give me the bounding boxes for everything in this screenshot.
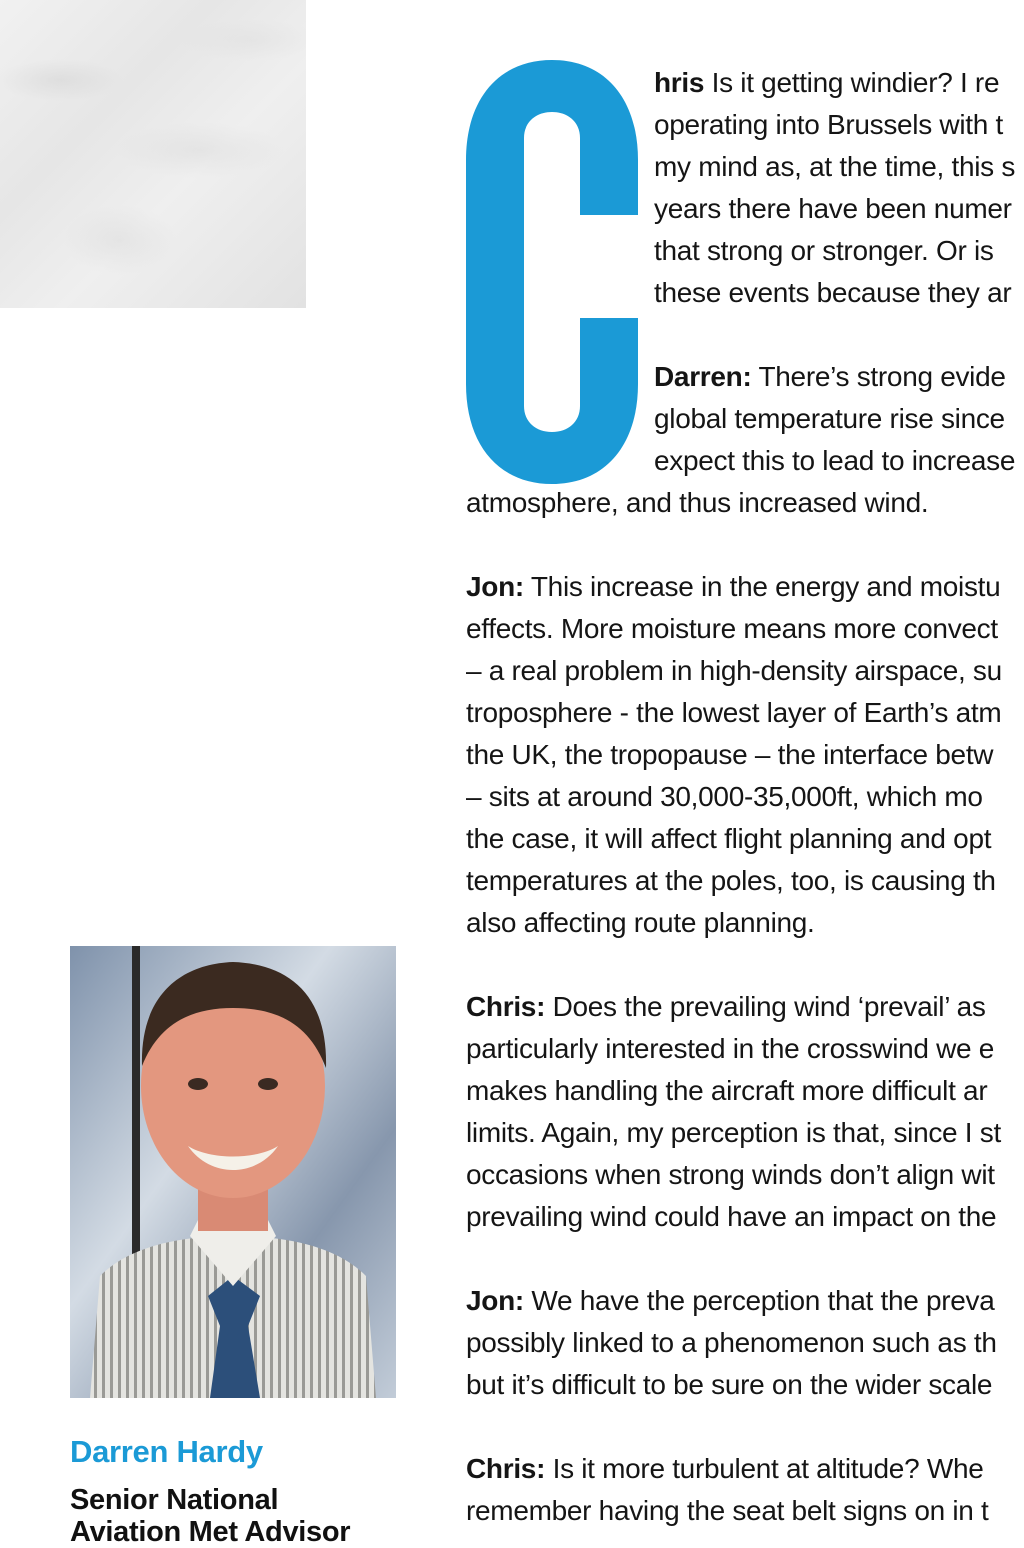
article-line [466, 818, 991, 860]
line-text: – sits at around 30,000-35,000ft, which mo [466, 781, 983, 812]
line-text: possibly linked to a phenomenon such as th [466, 1327, 997, 1358]
line-text: but it’s difficult to be sure on the wider scale [466, 1369, 993, 1400]
line-text: expect this to lead to increase [654, 445, 1016, 476]
line-text: the UK, the tropopause – the interface betw [466, 739, 994, 770]
article-line [466, 692, 1001, 734]
article-line [654, 398, 1005, 440]
article-line [466, 1448, 984, 1490]
line-text: remember having the seat belt signs on in t [466, 1495, 989, 1526]
line-text: makes handling the aircraft more difficult ar [466, 1075, 988, 1106]
line-text: years there have been numer [654, 193, 1012, 224]
line-text: limits. Again, my perception is that, since I st [466, 1117, 1001, 1148]
article-line [654, 104, 1003, 146]
portrait-photo [70, 946, 396, 1398]
article-line [466, 1364, 992, 1406]
line-text: troposphere - the lowest layer of Earth’s atm [466, 697, 1002, 728]
article-line [466, 902, 815, 944]
speaker-label: Chris: [466, 991, 546, 1022]
article-line [466, 1112, 1001, 1154]
line-text: – a real problem in high-density airspace, su [466, 655, 1002, 686]
article-line [466, 734, 993, 776]
line-text: particularly interested in the crosswind we e [466, 1033, 995, 1064]
line-text: occasions when strong winds don’t align wit [466, 1159, 995, 1190]
article-line [654, 440, 1015, 482]
article-line [466, 650, 1002, 692]
article-line [466, 860, 996, 902]
caption-role-line1: Senior National [70, 1484, 279, 1516]
article-line [466, 1070, 987, 1112]
line-text: There’s strong evide [751, 361, 1006, 392]
line-text: temperatures at the poles, too, is causing th [466, 865, 996, 896]
speaker-label: hris [654, 67, 705, 98]
article-line [466, 776, 983, 818]
line-text: global temperature rise since [654, 403, 1005, 434]
article-line [466, 1196, 996, 1238]
line-text: also affecting route planning. [466, 907, 815, 938]
line-text: effects. More moisture means more convect [466, 613, 998, 644]
line-text: the case, it will affect flight planning and opt [466, 823, 992, 854]
line-text: operating into Brussels with t [654, 109, 1003, 140]
article-line [466, 1154, 995, 1196]
line-text: We have the perception that the preva [523, 1285, 995, 1316]
line-text: Is it more turbulent at altitude? Whe [545, 1453, 984, 1484]
line-text: prevailing wind could have an impact on the [466, 1201, 997, 1232]
line-text: my mind as, at the time, this s [654, 151, 1016, 182]
article-line [654, 62, 999, 104]
snow-texture-image [0, 0, 306, 308]
article-line [466, 1322, 997, 1364]
line-text: Is it getting windier? I re [704, 67, 1000, 98]
caption-name: Darren Hardy [70, 1434, 263, 1469]
article-line [654, 272, 1011, 314]
line-text: atmosphere, and thus increased wind. [466, 487, 929, 518]
article-line [466, 986, 986, 1028]
article-line [466, 1028, 994, 1070]
line-text: that strong or stronger. Or is [654, 235, 994, 266]
line-text: these events because they ar [654, 277, 1012, 308]
drop-cap-letter [466, 60, 638, 484]
article-line [654, 188, 1012, 230]
article-line [466, 566, 1000, 608]
caption-role [70, 1484, 350, 1548]
article-line [466, 1280, 995, 1322]
article-line [654, 146, 1015, 188]
article-line [466, 482, 928, 524]
article-line [654, 230, 994, 272]
speaker-label: Chris: [466, 1453, 546, 1484]
article-line [466, 1490, 989, 1532]
line-text: This increase in the energy and moistu [523, 571, 1001, 602]
article-line [466, 608, 998, 650]
speaker-label: Jon: [466, 1285, 524, 1316]
speaker-label: Darren: [654, 361, 752, 392]
article-line [654, 356, 1006, 398]
caption-role-line2: Aviation Met Advisor [70, 1516, 351, 1548]
speaker-label: Jon: [466, 571, 524, 602]
line-text: Does the prevailing wind ‘prevail’ as [545, 991, 986, 1022]
